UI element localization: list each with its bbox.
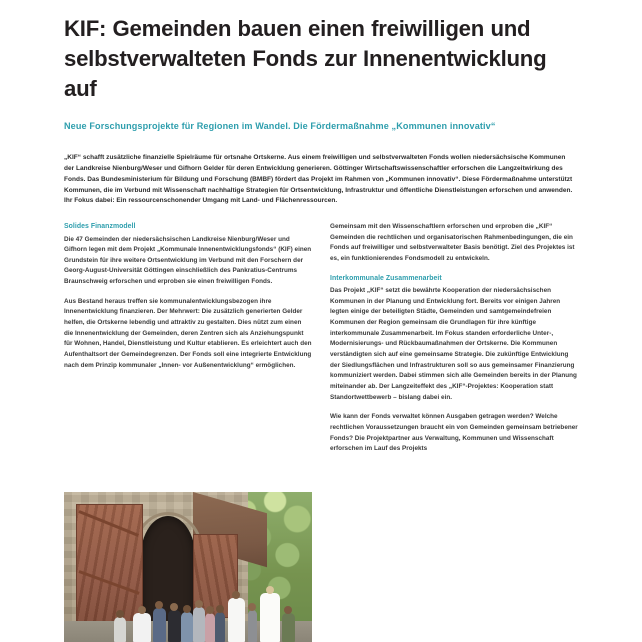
photo-layer-crowd (64, 558, 312, 642)
photo-person (181, 612, 193, 642)
column-right (330, 222, 578, 642)
body-paragraph: Die 47 Gemeinden der niedersächsischen Landkreise Nienburg/Weser und Gifhorn legen mit dem Projekt „Kommunale Innenentwicklungsfonds“ (KIF) einen Grundstein für ihre weitere Ortsentwicklung im Verbund mit den Forschern der Georg-August-Universität Göttingen einschließlich des Pankratius-Centrums Braunschweig erforschen und erproben sie einen freiwilligen Fonds. (64, 235, 312, 286)
photo-canvas (64, 492, 312, 642)
body-paragraph: Wie kann der Fonds verwaltet können Ausgaben getragen werden? Welche rechtlichen Voraussetzungen braucht ein von Gemeinden gemeinsam betriebener Fonds? Die Projektpartner aus Verwaltung, Kommunen und Wissenschaft erforschen im Lauf des Projekts (330, 413, 578, 453)
photo-person (215, 612, 225, 642)
body-paragraph: Das Projekt „KIF“ setzt die bewährte Kooperation der niedersächsischen Kommunen in der Planung und Entwicklung fort. Bereits vor einigen Jahren legten einige der beteiligten Städte, Gemeinden und samtgemeindefreien Kommunen der Region gemeinsam die Grundlagen für ihre künftige interkommunale Zusammenarbeit. Im Fokus standen erforderliche Unter-, Modernisierungs- und Rückbaumaßnahmen der Ortskerne. Die Kommunen verständigten sich auf eine gemeinsame Strategie. Die zukünftige Entwicklung der Siedlungsflächen und Infrastrukturen soll so aus gemeinsamer Finanzierung kommuniziert werden. Dabei stimmen sich alle Gemeinden bereits in der Planung miteinander ab. Der Langzeiteffekt des „KIF“-Projektes: Kooperation statt Standortwettbewerb – bislang dabei ein. (330, 287, 577, 401)
lead-paragraph: „KIF“ schafft zusätzliche finanzielle Spielräume für ortsnahe Ortskerne. Aus einem freiwilligen und selbstverwalteten Fonds wollen niedersächsische Kommunen der Landkreise Nienburg/Weser und Gifhorn Gelder für deren Entwicklung generieren. Göttinger Wirtschaftswissenschaftler erforschen die Langzeitwirkung des Fonds. Das Bundesministerium für Bildung und Forschung (BMBF) fördert das Projekt im Rahmen von „Kommunen innovativ“. Diese Fördermaßnahme unterstützt Kommunen, die im Verbund mit Wissenschaft nachhaltige Strategien für Ortsentwicklung, Infrastruktur und öffentliche Dienstleistungen erforschen und anwenden. Ihr Fokus dabei: Ein ressourcenschonender Umgang mit Land- und Flächenressourcen. (64, 154, 573, 205)
body-paragraph: Gemeinsam mit den Wissenschaftlern erforschen und erproben die „KIF“ Gemeinden die rechtlichen und organisatorischen Rahmenbedingungen, die ein Fonds auf freiwilliger und selbstverwalteter Basis benötigt. Ziel des Projektes ist es, ein funktionierendes Fondsmodell zu entwickeln. (330, 223, 575, 262)
masthead (64, 0, 578, 133)
photo-person (228, 598, 245, 642)
photo-person (248, 610, 258, 642)
photo-person (153, 608, 165, 642)
column-left (64, 222, 312, 642)
section-heading-solides-finanzmodell: Solides Finanzmodell (64, 223, 136, 230)
body-paragraph: Aus Bestand heraus treffen sie kommunalentwicklungsbezogen ihre Innenentwicklung finanzieren. Der Mehrwert: Die zusätzlich generierten Gelder helfen, die Ortskerne lebendig und attraktiv zu gestalten. Dies nützt zum einen die Innenentwicklung der Gemeinden, deren Zentren sich als Anziehungspunkt für Wohnen, Handel, Dienstleistung und Kultur etablieren. Es erleichtert auch den Aufenthaltsort der Gemeindegrenzen. Der Fonds soll eine integrierte Entwicklung nach dem Prinzip kommunaler „Innen- vor Außenentwicklung“ ermöglichen. (64, 297, 312, 369)
photo-barn-visitors (64, 492, 312, 642)
photo-person (114, 617, 126, 642)
photo-person (205, 613, 215, 642)
photo-person (168, 610, 180, 642)
photo-person (260, 593, 280, 642)
page-title: KIF: Gemeinden bauen einen freiwilligen und selbstverwalteten Fonds zur Innenentwicklung auf (64, 16, 547, 101)
two-column-body (64, 222, 578, 642)
photo-person (193, 607, 205, 642)
photo-person (282, 613, 294, 642)
page-content-area (64, 0, 578, 642)
photo-person (133, 613, 150, 642)
page-subtitle: Neue Forschungsprojekte für Regionen im Wandel. Die Fördermaßnahme „Kommunen innovativ“ (64, 121, 496, 131)
section-heading-interkommunale-zusammenarbeit: Interkommunale Zusammenarbeit (330, 274, 442, 282)
